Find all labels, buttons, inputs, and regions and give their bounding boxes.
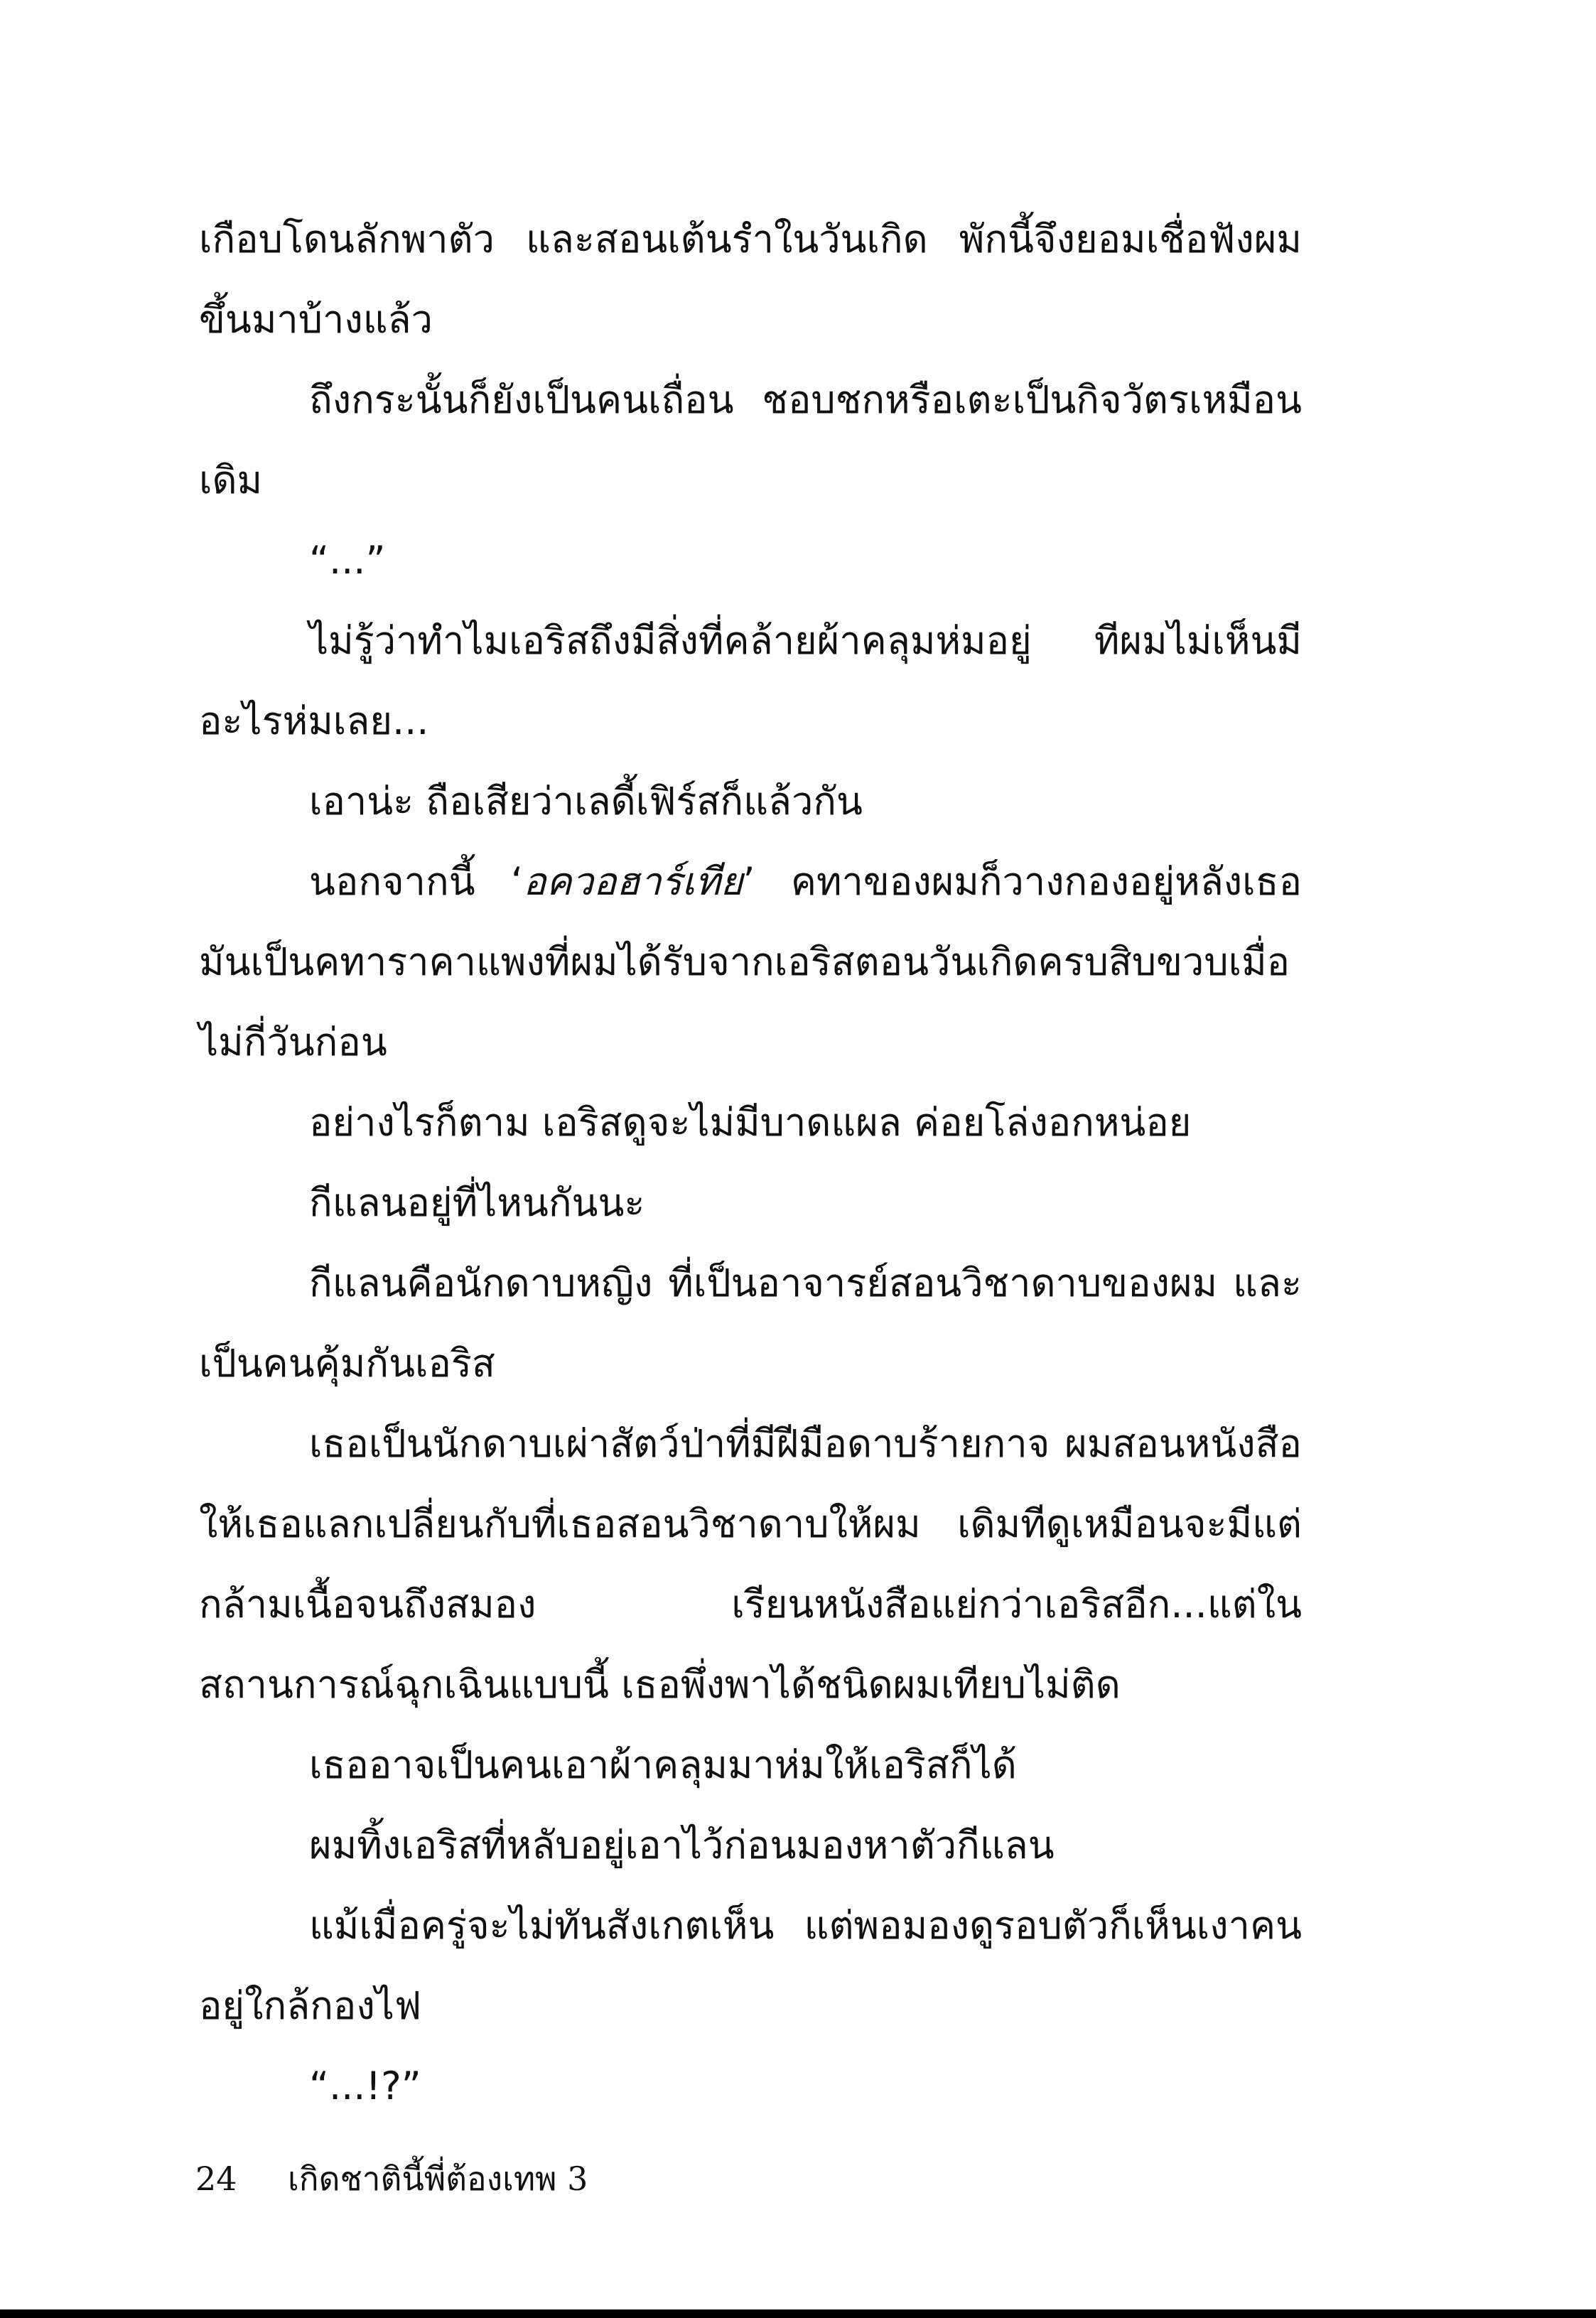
body-text xyxy=(199,199,1302,2126)
page-number: 24 xyxy=(195,2160,237,2198)
bottom-edge-bar xyxy=(0,2309,1596,2318)
paragraph-6 xyxy=(199,841,1302,1082)
page-footer xyxy=(195,2153,588,2205)
paragraph-3: “...” xyxy=(309,538,386,583)
paragraph-14: “...!?” xyxy=(309,2064,421,2108)
paragraph-5: เอาน่ะ ถือเสียว่าเลดี้เฟิร์สก็แล้วกัน xyxy=(309,779,863,824)
paragraph-11: เธออาจเป็นคนเอาผ้าคลุมมาห่มให้เอริสก็ได้ xyxy=(309,1742,1017,1787)
paragraph-13: แม้เมื่อครู่จะไม่ทันสังเกตเห็น แต่พอมองดูรอบตัวก็เห็นเงาคนอยู่ใกล้กองไฟ xyxy=(199,1903,1302,2028)
paragraph-8: กีแลนอยู่ที่ไหนกันนะ xyxy=(309,1180,645,1225)
paragraph-10: เธอเป็นนักดาบเผ่าสัตว์ป่าที่มีฝีมือดาบร้ายกาจ ผมสอนหนังสือให้เธอแลกเปลี่ยนกับที่เธอสอนวิชาดาบให้ผม เดิมทีดูเหมือนจะมีแต่กล้ามเนื้อจนถึงสมอง เรียนหนังสือแย่กว่าเอริสอีก...แต่ในสถานการณ์ฉุกเฉินแบบนี้ เธอพึ่งพาได้ชนิดผมเทียบไม่ติด xyxy=(199,1421,1302,1707)
paragraph-12: ผมทิ้งเอริสที่หลับอยู่เอาไว้ก่อนมองหาตัวกีแลน xyxy=(309,1823,1055,1867)
book-title: เกิดชาตินี้พี่ต้องเทพ 3 xyxy=(288,2160,588,2198)
paragraph-1: เกือบโดนลักพาตัว และสอนเต้นรำในวันเกิด พักนี้จึงยอมเชื่อฟังผมขึ้นมาบ้างแล้ว xyxy=(199,217,1302,342)
paragraph-2: ถึงกระนั้นก็ยังเป็นคนเถื่อน ชอบชกหรือเตะเป็นกิจวัตรเหมือนเดิม xyxy=(199,377,1302,502)
paragraph-9: กีแลนคือนักดาบหญิง ที่เป็นอาจารย์สอนวิชาดาบของผม และเป็นคนคุ้มกันเอริส xyxy=(199,1261,1302,1386)
paragraph-4: ไม่รู้ว่าทำไมเอริสถึงมีสิ่งที่คล้ายผ้าคลุมห่มอยู่ ทีผมไม่เห็นมีอะไรห่มเลย... xyxy=(199,618,1302,743)
paragraph-6-before: นอกจากนี้ ‘ xyxy=(309,859,524,904)
staff-name: อควอฮาร์เทีย xyxy=(523,859,743,904)
paragraph-6-after: ’ คทาของผมก็วางกองอยู่หลังเธอ มันเป็นคทาราคาแพงที่ผมได้รับจากเอริสตอนวันเกิดครบสิบขวบเมื่อไม่กี่วันก่อน xyxy=(199,859,1302,1064)
paragraph-7: อย่างไรก็ตาม เอริสดูจะไม่มีบาดแผล ค่อยโล่งอกหน่อย xyxy=(309,1100,1192,1145)
